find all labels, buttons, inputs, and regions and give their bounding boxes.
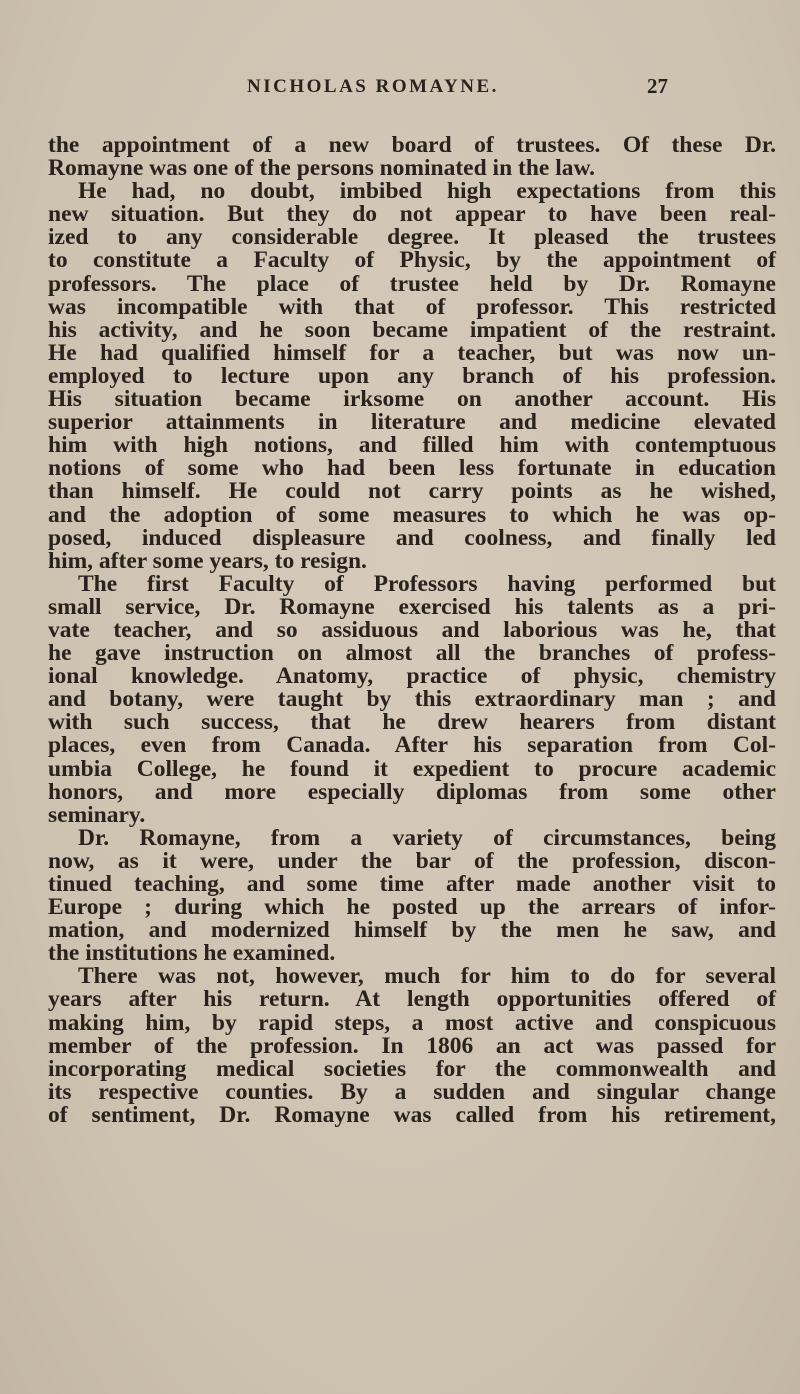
text-line: employed to lecture upon any branch of his profession.: [48, 362, 776, 389]
text-line: places, even from Canada. After his separation from Col-: [48, 732, 776, 759]
text-line: years after his return. At length opportunities offered of: [48, 986, 776, 1013]
body-text: [48, 134, 776, 1127]
text-line: was incompatible with that of professor. This restricted: [48, 293, 776, 320]
text-line: and botany, were taught by this extraordinary man ; and: [48, 686, 776, 713]
text-line: Romayne was one of the persons nominated in the law.: [48, 155, 596, 182]
paragraph: [48, 570, 776, 828]
text-line: superior attainments in literature and medicine elevated: [48, 409, 776, 436]
text-line: There was not, however, much for him to do for several: [78, 963, 776, 990]
text-line: and the adoption of some measures to which he was op-: [48, 501, 776, 528]
text-line: He had, no doubt, imbibed high expectations from this: [78, 178, 776, 205]
text-line: its respective counties. By a sudden and singular change: [48, 1078, 776, 1105]
text-line: now, as it were, under the bar of the profession, discon-: [48, 847, 776, 874]
text-line: small service, Dr. Romayne exercised his talents as a pri-: [48, 593, 776, 620]
text-line: making him, by rapid steps, a most active and conspicuous: [48, 1009, 776, 1036]
text-line: seminary.: [48, 801, 146, 828]
text-line: than himself. He could not carry points as he wished,: [48, 478, 776, 505]
paragraph: [48, 824, 776, 967]
text-line: ized to any considerable degree. It pleased the trustees: [48, 224, 776, 251]
text-line: of sentiment, Dr. Romayne was called from his retirement,: [48, 1101, 776, 1128]
text-line: new situation. But they do not appear to have been real-: [48, 201, 776, 228]
text-line: ional knowledge. Anatomy, practice of physic, chemistry: [48, 663, 776, 690]
text-line: the institutions he examined.: [48, 940, 336, 967]
text-line: umbia College, he found it expedient to procure academic: [48, 755, 776, 782]
text-line: vate teacher, and so assiduous and laborious was he, that: [48, 616, 776, 643]
text-line: him, after some years, to resign.: [48, 547, 367, 574]
text-line: him with high notions, and filled him with contemptuous: [48, 432, 776, 459]
text-line: He had qualified himself for a teacher, but was now un-: [48, 339, 776, 366]
text-line: his activity, and he soon became impatient of the restraint.: [48, 316, 776, 343]
paragraph: [48, 965, 776, 1127]
text-line: notions of some who had been less fortunate in education: [48, 455, 776, 482]
page-number: 27: [647, 74, 668, 98]
text-line: Dr. Romayne, from a variety of circumstances, being: [78, 824, 776, 851]
paragraph: [48, 134, 776, 180]
text-line: mation, and modernized himself by the men he saw, and: [48, 917, 776, 944]
text-line: he gave instruction on almost all the branches of profess-: [48, 640, 776, 667]
text-line: tinued teaching, and some time after made another visit to: [48, 871, 776, 897]
text-line: posed, induced displeasure and coolness, and finally led: [48, 524, 776, 551]
paragraph: [48, 180, 776, 573]
text-line: The first Faculty of Professors having performed but: [78, 570, 776, 597]
text-line: to constitute a Faculty of Physic, by the appointment of: [48, 247, 776, 274]
page-header: [0, 76, 800, 106]
text-line: with such success, that he drew hearers from distant: [48, 709, 776, 736]
text-line: Europe ; during which he posted up the arrears of infor-: [48, 894, 776, 921]
text-line: professors. The place of trustee held by Dr. Romayne: [48, 270, 776, 297]
running-title: NICHOLAS ROMAYNE.: [247, 76, 499, 97]
text-line: incorporating medical societies for the commonwealth and: [48, 1055, 776, 1082]
text-line: member of the profession. In 1806 an act was passed for: [48, 1032, 776, 1059]
text-line: His situation became irksome on another account. His: [48, 386, 776, 413]
text-line: the appointment of a new board of trustees. Of these Dr.: [48, 132, 776, 158]
text-line: honors, and more especially diplomas from some other: [48, 778, 776, 805]
